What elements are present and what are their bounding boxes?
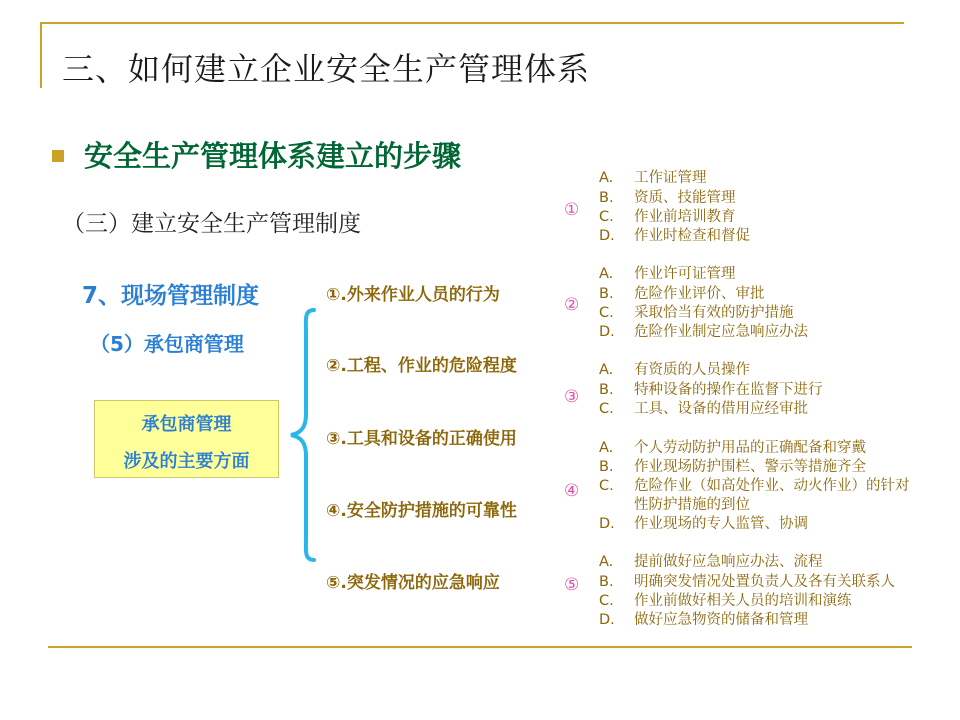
item-text: 作业现场防护围栏、警示等措施齐全 [634, 459, 866, 475]
group-number-5: ⑤ [564, 575, 580, 595]
item-text: 个人劳动防护用品的正确配备和穿戴 [634, 440, 866, 456]
item-text: 作业前做好相关人员的培训和演练 [634, 593, 852, 609]
aspect-item-2: ②.工程、作业的危险程度 [326, 356, 517, 376]
item-letter: C. [599, 209, 614, 225]
item-text: 作业现场的专人监管、协调 [634, 516, 808, 532]
item-text: 采取恰当有效的防护措施 [634, 305, 794, 321]
aspect-item-1: ①.外来作业人员的行为 [326, 285, 500, 305]
bottom-rule [48, 646, 912, 648]
item-text: 有资质的人员操作 [634, 362, 750, 378]
item-text: 工具、设备的借用应经审批 [634, 401, 808, 417]
aspect-item-4: ④.安全防护措施的可靠性 [326, 501, 517, 521]
item-text: 明确突发情况处置负责人及各有关联系人 [634, 574, 895, 590]
group-number-4: ④ [564, 481, 580, 501]
item-letter: D. [599, 612, 615, 628]
item-text: 作业时检查和督促 [634, 228, 750, 244]
item-letter: B. [599, 459, 614, 475]
item-letter: B. [599, 382, 614, 398]
item-text: 危险作业评价、审批 [634, 286, 765, 302]
top-rule [40, 22, 904, 24]
item-text: 特种设备的操作在监督下进行 [634, 382, 823, 398]
item-text: 性防护措施的到位 [634, 497, 750, 513]
item-text: 危险作业制定应急响应办法 [634, 324, 808, 340]
brace-icon [288, 308, 318, 562]
item-letter: D. [599, 516, 615, 532]
aspect-item-5: ⑤.突发情况的应急响应 [326, 573, 500, 593]
item-text: 做好应急物资的储备和管理 [634, 612, 808, 628]
contractor-title: （5）承包商管理 [90, 332, 244, 356]
item-letter: B. [599, 286, 614, 302]
left-rule [40, 22, 42, 88]
group-number-1: ① [564, 200, 580, 220]
item-letter: A. [599, 554, 614, 570]
item-letter: A. [599, 440, 614, 456]
section-heading: 安全生产管理体系建立的步骤 [84, 139, 462, 173]
item-letter: B. [599, 574, 614, 590]
item-letter: A. [599, 170, 614, 186]
item-text: 资质、技能管理 [634, 190, 736, 206]
item-letter: D. [599, 228, 615, 244]
system-title: 7、现场管理制度 [82, 283, 260, 309]
group-number-2: ② [564, 295, 580, 315]
aspect-item-3: ③.工具和设备的正确使用 [326, 429, 517, 449]
item-text: 工作证管理 [634, 170, 707, 186]
item-letter: C. [599, 401, 614, 417]
item-letter: C. [599, 593, 614, 609]
group-number-3: ③ [564, 387, 580, 407]
item-letter: D. [599, 324, 615, 340]
square-bullet-icon [52, 150, 64, 162]
subsection-title: （三）建立安全生产管理制度 [62, 211, 361, 237]
item-letter: C. [599, 305, 614, 321]
item-letter: A. [599, 362, 614, 378]
item-text: 作业许可证管理 [634, 266, 736, 282]
center-box-line1: 承包商管理 [141, 414, 232, 435]
center-box-line2: 涉及的主要方面 [123, 451, 250, 472]
item-text: 危险作业（如高处作业、动火作业）的针对 [634, 478, 910, 494]
item-letter: B. [599, 190, 614, 206]
item-text: 作业前培训教育 [634, 209, 736, 225]
item-letter: A. [599, 266, 614, 282]
item-letter: C. [599, 478, 614, 494]
page-title: 三、如何建立企业安全生产管理体系 [62, 50, 591, 88]
center-box [94, 400, 279, 478]
item-text: 提前做好应急响应办法、流程 [634, 554, 823, 570]
